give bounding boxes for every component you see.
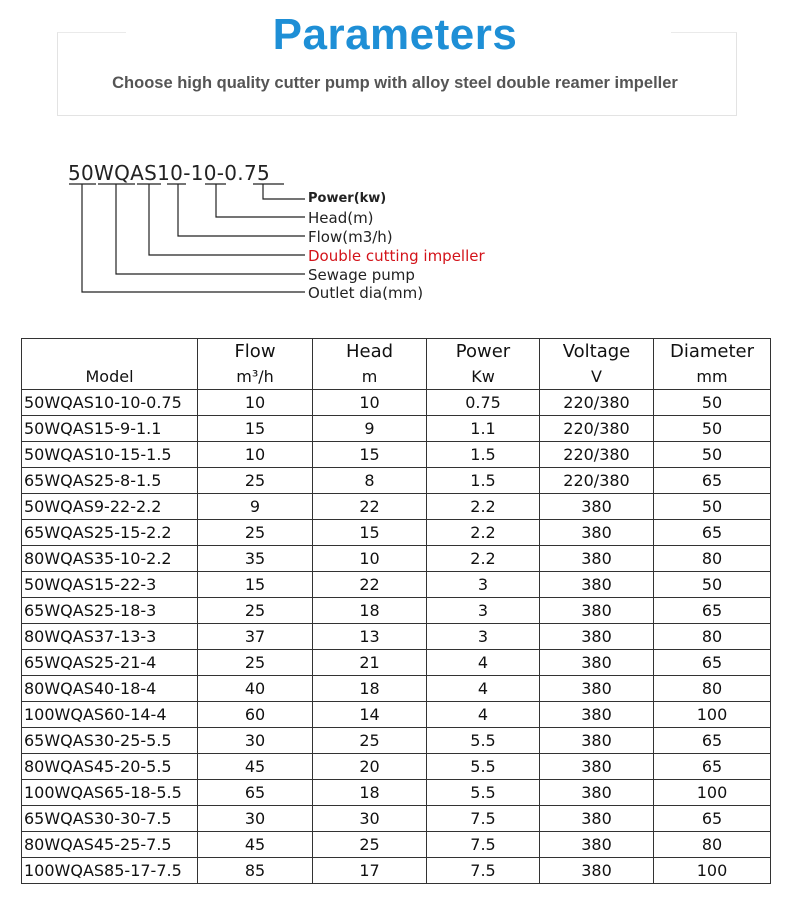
value-cell: 380 bbox=[540, 598, 654, 624]
value-cell: 5.5 bbox=[427, 754, 540, 780]
value-cell: 380 bbox=[540, 624, 654, 650]
model-cell: 100WQAS65-18-5.5 bbox=[22, 780, 198, 806]
value-cell: 2.2 bbox=[427, 520, 540, 546]
table-row bbox=[22, 572, 771, 598]
unit-cell: Kw bbox=[427, 364, 540, 390]
value-cell: 1.5 bbox=[427, 468, 540, 494]
value-cell: 80 bbox=[654, 546, 771, 572]
value-cell: 380 bbox=[540, 494, 654, 520]
header-cell: Flow bbox=[198, 339, 313, 365]
value-cell: 18 bbox=[313, 676, 427, 702]
table-row bbox=[22, 754, 771, 780]
value-cell: 9 bbox=[198, 494, 313, 520]
value-cell: 20 bbox=[313, 754, 427, 780]
value-cell: 22 bbox=[313, 494, 427, 520]
model-cell: 50WQAS10-15-1.5 bbox=[22, 442, 198, 468]
value-cell: 50 bbox=[654, 442, 771, 468]
legend-head: Head(m) bbox=[308, 209, 374, 227]
value-cell: 220/380 bbox=[540, 390, 654, 416]
legend-flow: Flow(m3/h) bbox=[308, 228, 393, 246]
value-cell: 15 bbox=[198, 416, 313, 442]
table-row bbox=[22, 494, 771, 520]
parameters-table bbox=[21, 338, 771, 884]
value-cell: 45 bbox=[198, 754, 313, 780]
value-cell: 80 bbox=[654, 832, 771, 858]
value-cell: 50 bbox=[654, 494, 771, 520]
value-cell: 100 bbox=[654, 702, 771, 728]
value-cell: 25 bbox=[313, 728, 427, 754]
value-cell: 30 bbox=[313, 806, 427, 832]
value-cell: 50 bbox=[654, 416, 771, 442]
value-cell: 380 bbox=[540, 754, 654, 780]
model-cell: 65WQAS25-15-2.2 bbox=[22, 520, 198, 546]
legend-outlet: Outlet dia(mm) bbox=[308, 284, 424, 302]
leader-power bbox=[263, 184, 305, 199]
value-cell: 15 bbox=[313, 442, 427, 468]
value-cell: 1.1 bbox=[427, 416, 540, 442]
table-row bbox=[22, 468, 771, 494]
value-cell: 10 bbox=[313, 390, 427, 416]
value-cell: 40 bbox=[198, 676, 313, 702]
value-cell: 18 bbox=[313, 780, 427, 806]
value-cell: 100 bbox=[654, 780, 771, 806]
header-cell: Head bbox=[313, 339, 427, 365]
value-cell: 220/380 bbox=[540, 468, 654, 494]
table-row bbox=[22, 390, 771, 416]
value-cell: 37 bbox=[198, 624, 313, 650]
leader-head bbox=[216, 184, 305, 217]
value-cell: 10 bbox=[313, 546, 427, 572]
table-row bbox=[22, 806, 771, 832]
value-cell: 21 bbox=[313, 650, 427, 676]
value-cell: 380 bbox=[540, 572, 654, 598]
value-cell: 380 bbox=[540, 806, 654, 832]
value-cell: 4 bbox=[427, 650, 540, 676]
header-cell: Voltage bbox=[540, 339, 654, 365]
model-cell: 65WQAS25-8-1.5 bbox=[22, 468, 198, 494]
value-cell: 8 bbox=[313, 468, 427, 494]
value-cell: 60 bbox=[198, 702, 313, 728]
value-cell: 65 bbox=[654, 754, 771, 780]
value-cell: 9 bbox=[313, 416, 427, 442]
table-header-row bbox=[22, 339, 771, 365]
model-cell: 65WQAS25-18-3 bbox=[22, 598, 198, 624]
value-cell: 50 bbox=[654, 390, 771, 416]
value-cell: 100 bbox=[654, 858, 771, 884]
model-cell: 50WQAS15-9-1.1 bbox=[22, 416, 198, 442]
value-cell: 380 bbox=[540, 520, 654, 546]
value-cell: 7.5 bbox=[427, 832, 540, 858]
unit-cell: V bbox=[540, 364, 654, 390]
value-cell: 25 bbox=[198, 650, 313, 676]
header-cell: Diameter bbox=[654, 339, 771, 365]
value-cell: 10 bbox=[198, 390, 313, 416]
legend-sewage: Sewage pump bbox=[308, 266, 415, 284]
header-cell bbox=[22, 339, 198, 365]
table-row bbox=[22, 858, 771, 884]
leader-sewage bbox=[116, 184, 305, 274]
unit-cell: m bbox=[313, 364, 427, 390]
unit-cell: mm bbox=[654, 364, 771, 390]
model-cell: 100WQAS60-14-4 bbox=[22, 702, 198, 728]
model-cell: 50WQAS15-22-3 bbox=[22, 572, 198, 598]
value-cell: 2.2 bbox=[427, 546, 540, 572]
model-cell: 50WQAS9-22-2.2 bbox=[22, 494, 198, 520]
value-cell: 35 bbox=[198, 546, 313, 572]
model-cell: 80WQAS45-25-7.5 bbox=[22, 832, 198, 858]
value-cell: 25 bbox=[198, 520, 313, 546]
value-cell: 65 bbox=[654, 650, 771, 676]
model-cell: 80WQAS35-10-2.2 bbox=[22, 546, 198, 572]
value-cell: 4 bbox=[427, 676, 540, 702]
model-code-example: 50WQAS10-10-0.75 bbox=[68, 161, 271, 185]
value-cell: 7.5 bbox=[427, 806, 540, 832]
value-cell: 25 bbox=[313, 832, 427, 858]
value-cell: 5.5 bbox=[427, 728, 540, 754]
value-cell: 3 bbox=[427, 624, 540, 650]
value-cell: 380 bbox=[540, 676, 654, 702]
table-row bbox=[22, 442, 771, 468]
table-row bbox=[22, 598, 771, 624]
value-cell: 80 bbox=[654, 676, 771, 702]
value-cell: 10 bbox=[198, 442, 313, 468]
leader-impeller bbox=[149, 184, 305, 255]
value-cell: 1.5 bbox=[427, 442, 540, 468]
value-cell: 65 bbox=[654, 520, 771, 546]
value-cell: 22 bbox=[313, 572, 427, 598]
value-cell: 65 bbox=[654, 468, 771, 494]
value-cell: 17 bbox=[313, 858, 427, 884]
model-cell: 80WQAS37-13-3 bbox=[22, 624, 198, 650]
table-row bbox=[22, 832, 771, 858]
value-cell: 3 bbox=[427, 598, 540, 624]
model-cell: 80WQAS45-20-5.5 bbox=[22, 754, 198, 780]
unit-cell: m³/h bbox=[198, 364, 313, 390]
value-cell: 380 bbox=[540, 858, 654, 884]
table-row bbox=[22, 676, 771, 702]
table-row bbox=[22, 546, 771, 572]
table-row bbox=[22, 650, 771, 676]
value-cell: 65 bbox=[654, 728, 771, 754]
page-title: Parameters bbox=[272, 10, 518, 59]
page-subtitle: Choose high quality cutter pump with alloy steel double reamer impeller bbox=[112, 74, 678, 92]
model-cell: 50WQAS10-10-0.75 bbox=[22, 390, 198, 416]
value-cell: 380 bbox=[540, 832, 654, 858]
table-row bbox=[22, 416, 771, 442]
value-cell: 65 bbox=[654, 806, 771, 832]
value-cell: 0.75 bbox=[427, 390, 540, 416]
model-cell: 65WQAS25-21-4 bbox=[22, 650, 198, 676]
value-cell: 80 bbox=[654, 624, 771, 650]
leader-flow bbox=[178, 184, 305, 236]
value-cell: 13 bbox=[313, 624, 427, 650]
table-row bbox=[22, 780, 771, 806]
value-cell: 220/380 bbox=[540, 442, 654, 468]
value-cell: 380 bbox=[540, 546, 654, 572]
legend-power: Power(kw) bbox=[308, 191, 387, 206]
value-cell: 3 bbox=[427, 572, 540, 598]
value-cell: 4 bbox=[427, 702, 540, 728]
model-cell: 100WQAS85-17-7.5 bbox=[22, 858, 198, 884]
value-cell: 25 bbox=[198, 468, 313, 494]
value-cell: 380 bbox=[540, 650, 654, 676]
value-cell: 14 bbox=[313, 702, 427, 728]
header-cell: Power bbox=[427, 339, 540, 365]
value-cell: 65 bbox=[198, 780, 313, 806]
value-cell: 380 bbox=[540, 702, 654, 728]
table-row bbox=[22, 702, 771, 728]
value-cell: 18 bbox=[313, 598, 427, 624]
value-cell: 220/380 bbox=[540, 416, 654, 442]
value-cell: 50 bbox=[654, 572, 771, 598]
value-cell: 85 bbox=[198, 858, 313, 884]
value-cell: 25 bbox=[198, 598, 313, 624]
value-cell: 15 bbox=[313, 520, 427, 546]
value-cell: 30 bbox=[198, 728, 313, 754]
header-cell: Model bbox=[22, 364, 198, 390]
table-row bbox=[22, 728, 771, 754]
value-cell: 380 bbox=[540, 780, 654, 806]
table-row bbox=[22, 624, 771, 650]
value-cell: 7.5 bbox=[427, 858, 540, 884]
table-unit-row bbox=[22, 364, 771, 390]
model-cell: 80WQAS40-18-4 bbox=[22, 676, 198, 702]
value-cell: 380 bbox=[540, 728, 654, 754]
value-cell: 45 bbox=[198, 832, 313, 858]
model-cell: 65WQAS30-25-5.5 bbox=[22, 728, 198, 754]
value-cell: 15 bbox=[198, 572, 313, 598]
model-cell: 65WQAS30-30-7.5 bbox=[22, 806, 198, 832]
value-cell: 2.2 bbox=[427, 494, 540, 520]
value-cell: 5.5 bbox=[427, 780, 540, 806]
value-cell: 30 bbox=[198, 806, 313, 832]
legend-impeller: Double cutting impeller bbox=[308, 247, 485, 265]
table-row bbox=[22, 520, 771, 546]
value-cell: 65 bbox=[654, 598, 771, 624]
